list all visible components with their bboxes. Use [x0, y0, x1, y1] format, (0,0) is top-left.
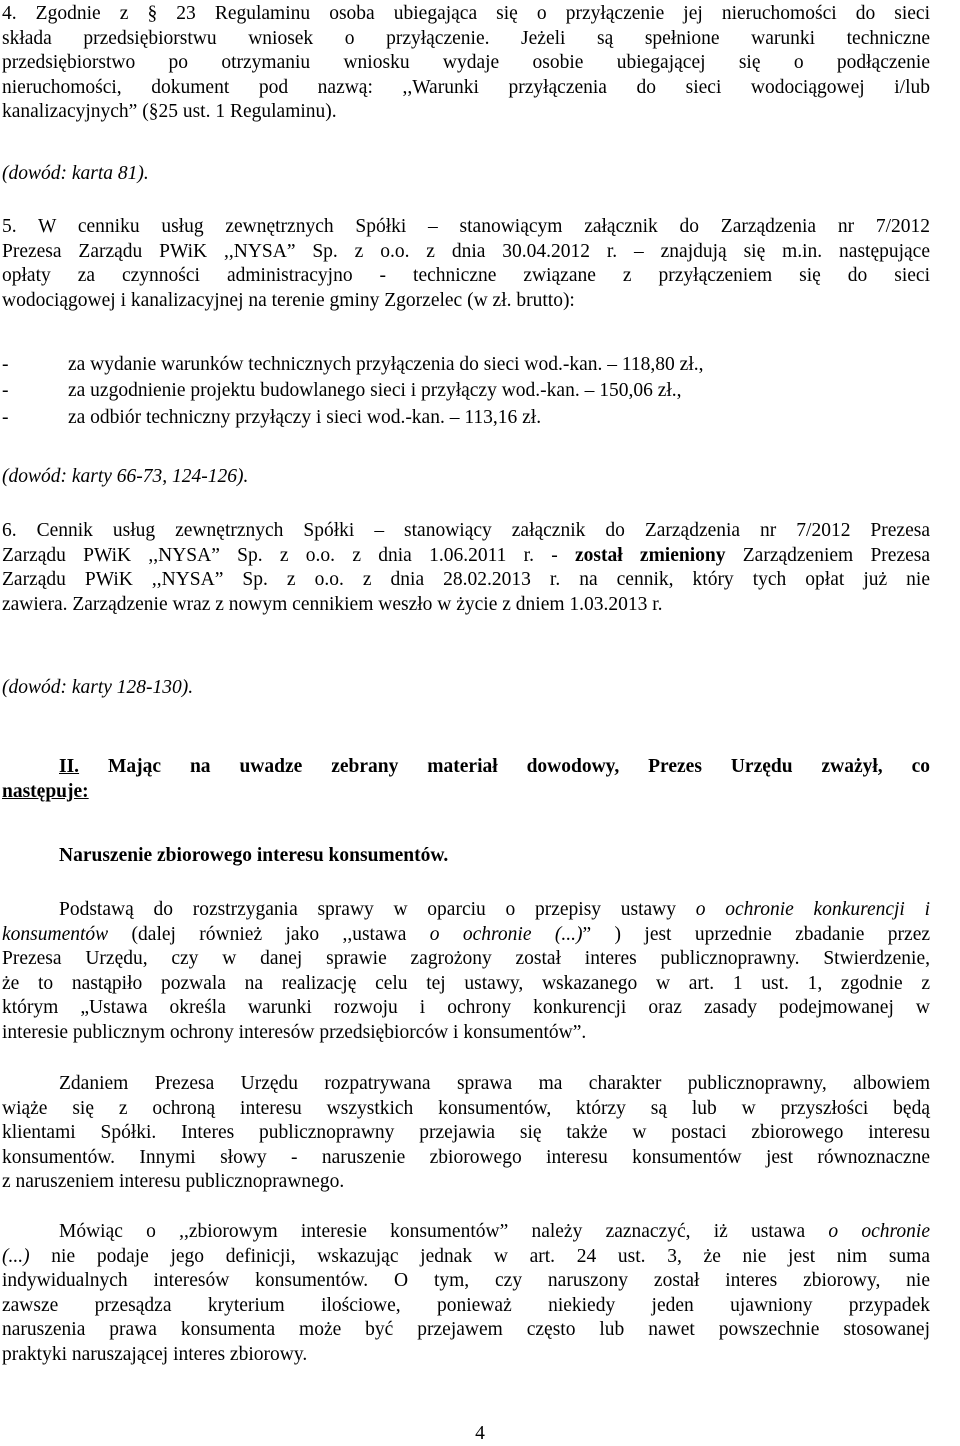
fee-item	[2, 379, 930, 404]
paragraph-line: interesie publicznym ochrony interesów przedsiębiorców i konsumentów”.	[2, 1021, 587, 1043]
paragraph-line: Prezesa Zarządu PWiK ,,NYSA” Sp. z o.o. z dnia 30.04.2012 r. – znajdują się m.in. następujące	[2, 240, 930, 262]
paragraph-line: indywidualnych interesów konsumentów. O tym, czy naruszony został interes zbiorowy, nie	[2, 1270, 930, 1291]
paragraph-line: nieruchomości, dokument pod nazwą: ,,Warunki przyłączenia do sieci wodociągowej i/lub	[2, 76, 930, 98]
fee-item-text: za uzgodnienie projektu budowlanego sieci i przyłączy wod.-kan. – 150,06 zł.,	[68, 380, 682, 401]
paragraph-line: wiąże się z ochroną interesu wszystkich konsumentów, którzy są lub w przyszłości będą	[2, 1097, 930, 1119]
paragraph-line: składa przedsiębiorstwu wniosek o przyłączenie. Jeżeli są spełnione warunki techniczne	[2, 27, 930, 49]
paragraph-line: Mówiąc o ,,zbiorowym interesie konsumentów” należy zaznaczyć, iż ustawa o ochronie	[59, 1221, 930, 1242]
paragraph-line: praktyki naruszającej interes zbiorowy.	[2, 1343, 308, 1365]
paragraph-line: że to nastąpiło pozwala na realizację celu tej ustawy, wskazanego w art. 1 ust. 1, zgodnie z	[2, 972, 930, 994]
paragraph-line: Prezesa Urzędu, czy w danej sprawie zagrożony został interes publicznoprawny. Stwierdzenie,	[2, 948, 930, 969]
paragraph-line: wodociągowej i kanalizacyjnej na terenie gminy Zgorzelec (w zł. brutto):	[2, 289, 575, 311]
fee-item-text: za odbiór techniczny przyłączy i sieci wod.-kan. – 113,16 zł.	[68, 407, 542, 428]
paragraph-line: opłaty za czynności administracyjno - techniczne związane z przyłączeniem się do sieci	[2, 265, 930, 286]
evidence-note: (dowód: karta 81).	[2, 163, 149, 184]
paragraph-line: Zarządu PWiK ,,NYSA” Sp. z o.o. z dnia 28.02.2013 r. na cennik, który tych opłat już nie	[2, 569, 930, 590]
section-heading-line: II. Mając na uwadze zebrany materiał dowodowy, Prezes Urzędu zważył, co	[59, 756, 930, 777]
section-heading	[2, 755, 930, 804]
paragraph-line: 4. Zgodnie z § 23 Regulaminu osoba ubiegająca się o przyłączenie jej nieruchomości do sieci	[2, 3, 930, 24]
paragraph-line: zawiera. Zarządzenie wraz z nowym cennikiem weszło w życie z dniem 1.03.2013 r.	[2, 593, 663, 615]
subheading-text: Naruszenie zbiorowego interesu konsumentów.	[59, 845, 449, 866]
paragraph-b	[2, 1072, 930, 1195]
paragraph-4	[2, 2, 930, 125]
paragraph-line: naruszenia prawa konsumenta może być przejawem często lub nawet powszechnie stosowanej	[2, 1319, 930, 1340]
paragraph-line: zawsze przesądza kryterium ilościowe, ponieważ niekiedy jeden ujawniony przypadek	[2, 1294, 930, 1316]
paragraph-line: (...) nie podaje jego definicji, wskazując jednak w art. 24 ust. 3, że nie jest nim suma	[2, 1245, 930, 1267]
evidence-note: (dowód: karty 66-73, 124-126).	[2, 466, 249, 487]
paragraph-line: którym „Ustawa określa warunki rozwoju i ochrony konkurencji oraz zasady podejmowanej w	[2, 997, 930, 1018]
paragraph-line: klientami Spółki. Interes publicznoprawny przejawia się także w postaci zbiorowego interesu	[2, 1122, 930, 1143]
list-dash: -	[2, 407, 9, 428]
paragraph-line: konsumentów (dalej również jako ,,ustawa o ochronie (...)” ) jest uprzednie zbadanie przez	[2, 923, 930, 945]
fee-item	[2, 353, 930, 378]
list-dash: -	[2, 354, 9, 375]
paragraph-line: 5. W cenniku usług zewnętrznych Spółki – stanowiącym załącznik do Zarządzenia nr 7/2012	[2, 216, 930, 237]
page-number: 4	[475, 1423, 485, 1444]
list-dash: -	[2, 380, 9, 401]
paragraph-line: Zarządu PWiK ,,NYSA” Sp. z o.o. z dnia 1.06.2011 r. - został zmieniony Zarządzeniem Prezesa	[2, 544, 931, 566]
paragraph-line: konsumentów. Innymi słowy - naruszenie zbiorowego interesu konsumentów jest równoznaczne	[2, 1146, 930, 1168]
paragraph-5	[2, 215, 930, 313]
paragraph-line: 6. Cennik usług zewnętrznych Spółki – stanowiący załącznik do Zarządzenia nr 7/2012 Prezesa	[2, 520, 930, 541]
paragraph-line: przedsiębiorstwo po otrzymaniu wniosku wydaje osobie ubiegającej się o podłączenie	[2, 52, 930, 73]
paragraph-line: kanalizacyjnych” (§25 ust. 1 Regulaminu).	[2, 101, 337, 122]
paragraph-line: Zdaniem Prezesa Urzędu rozpatrywana sprawa ma charakter publicznoprawny, albowiem	[59, 1073, 930, 1094]
fee-item-text: za wydanie warunków technicznych przyłączenia do sieci wod.-kan. – 118,80 zł.,	[68, 354, 704, 375]
subheading	[59, 844, 919, 869]
paragraph-c	[2, 1220, 930, 1367]
paragraph-line: Podstawą do rozstrzygania sprawy w oparciu o przepisy ustawy o ochronie konkurencji i	[59, 899, 930, 920]
evidence-note: (dowód: karty 128-130).	[2, 677, 194, 698]
paragraph-line: z naruszeniem interesu publicznoprawnego.	[2, 1171, 345, 1192]
fee-item	[2, 406, 930, 431]
paragraph-6	[2, 519, 930, 617]
section-heading-line: następuje:	[2, 780, 89, 802]
paragraph-a	[2, 898, 930, 1045]
